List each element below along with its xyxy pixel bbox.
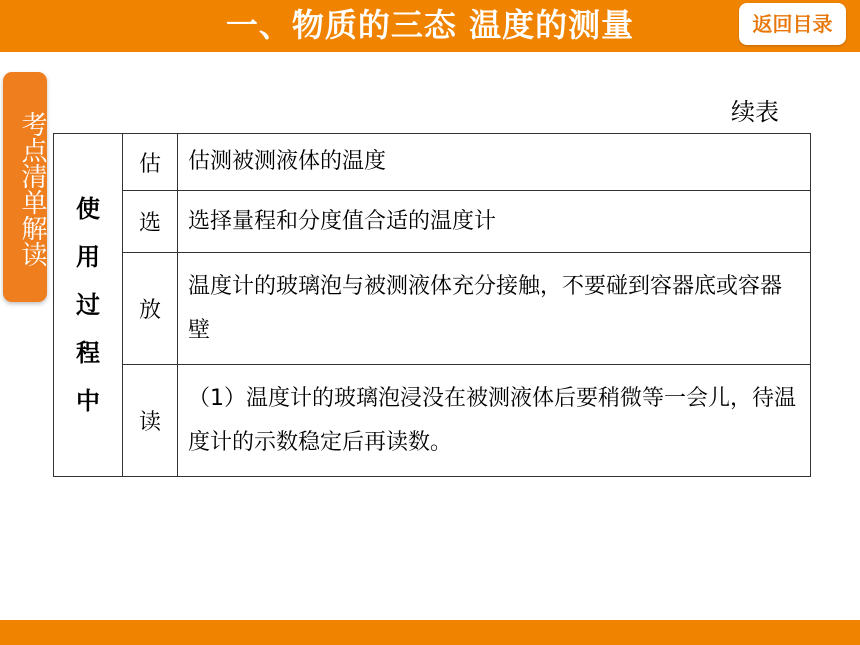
step-cell: 读 (123, 365, 178, 477)
step-cell: 选 (123, 191, 178, 253)
step-cell: 放 (123, 253, 178, 365)
table-row (54, 191, 811, 253)
table-row (54, 134, 811, 191)
side-tab-label: 考点清单解读 (17, 111, 47, 267)
side-tab-key-points[interactable] (3, 72, 47, 302)
group-label-cell (54, 134, 123, 477)
table-row (54, 365, 811, 477)
step-cell: 估 (123, 134, 178, 191)
page-title: 一、物质的三态 温度的测量 (225, 6, 635, 44)
step-description: 选择量程和分度值合适的温度计 (178, 191, 811, 253)
step-description: 温度计的玻璃泡与被测液体充分接触，不要碰到容器底或容器壁 (178, 253, 811, 365)
step-description: 估测被测液体的温度 (178, 134, 811, 191)
step-description: （1）温度计的玻璃泡浸没在被测液体后要稍微等一会儿，待温度计的示数稳定后再读数。 (178, 365, 811, 477)
table-row (54, 253, 811, 365)
back-to-contents-button[interactable]: 返回目录 (739, 3, 846, 45)
footer-bar (0, 620, 860, 645)
group-label: 使用过程中 (76, 195, 100, 415)
table-continued-label: 续表 (731, 98, 779, 126)
usage-table (53, 133, 811, 477)
